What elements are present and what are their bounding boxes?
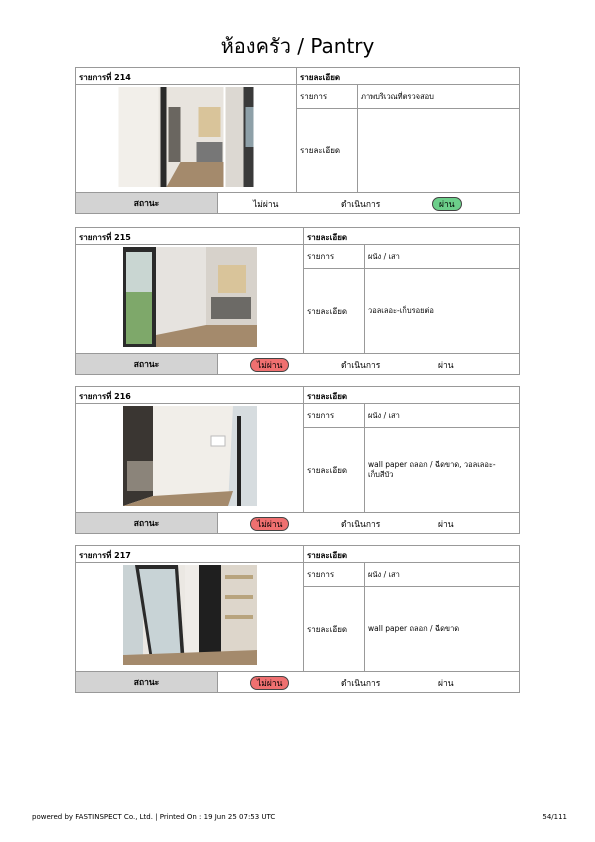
status-row bbox=[75, 353, 520, 375]
inspection-item-217 bbox=[75, 545, 520, 693]
item-key: รายการ bbox=[304, 404, 365, 427]
detail-key: รายละเอียด bbox=[304, 428, 365, 512]
status-pass-option[interactable] bbox=[438, 672, 454, 694]
item-value: ผนัง / เสา bbox=[368, 410, 400, 420]
detail-header: รายละเอียด bbox=[307, 551, 348, 560]
item-key: รายการ bbox=[304, 245, 365, 268]
item-key: รายการ bbox=[297, 85, 358, 108]
detail-header: รายละเอียด bbox=[307, 392, 348, 401]
photo-cell bbox=[76, 245, 304, 353]
status-in-progress-option[interactable] bbox=[341, 672, 380, 694]
inspection-photo[interactable] bbox=[226, 87, 254, 187]
status-label: สถานะ bbox=[76, 193, 218, 213]
detail-header: รายละเอียด bbox=[307, 233, 348, 242]
status-label: สถานะ bbox=[76, 513, 218, 533]
photo-cell bbox=[76, 404, 304, 512]
fail-badge: ไม่ผ่าน bbox=[250, 358, 289, 372]
inspection-photo[interactable] bbox=[119, 87, 224, 187]
status-in-progress-option[interactable] bbox=[341, 513, 380, 535]
pass-text: ผ่าน bbox=[438, 361, 454, 371]
fail-badge: ไม่ผ่าน bbox=[250, 517, 289, 531]
inspection-item-216 bbox=[75, 386, 520, 534]
in-progress-text: ดำเนินการ bbox=[341, 200, 381, 210]
footer-credit: powered by FASTINSPECT Co., Ltd. | Printed On : 19 Jun 25 07:53 UTC bbox=[32, 813, 276, 821]
pass-text: ผ่าน bbox=[438, 679, 454, 689]
status-label: สถานะ bbox=[76, 354, 218, 374]
in-progress-text: ดำเนินการ bbox=[341, 520, 381, 530]
status-pass-option[interactable] bbox=[438, 354, 454, 376]
detail-key: รายละเอียด bbox=[297, 109, 358, 192]
status-row bbox=[75, 192, 520, 214]
photo-cell bbox=[76, 563, 304, 671]
inspection-photo[interactable] bbox=[123, 247, 257, 347]
item-value: ภาพบริเวณที่ตรวจสอบ bbox=[361, 91, 434, 101]
fail-text: ไม่ผ่าน bbox=[253, 200, 279, 210]
inspection-item-214 bbox=[75, 67, 520, 214]
inspection-photo[interactable] bbox=[123, 406, 257, 506]
item-value: ผนัง / เสา bbox=[368, 251, 400, 261]
status-pass-option[interactable] bbox=[432, 193, 462, 215]
status-fail-option[interactable] bbox=[250, 513, 289, 535]
detail-value: wall paper ถลอก / ฉีดขาด bbox=[368, 624, 460, 633]
status-fail-option[interactable] bbox=[253, 193, 278, 215]
item-header: รายการที่ 215 bbox=[76, 228, 304, 244]
item-value: ผนัง / เสา bbox=[368, 569, 400, 579]
detail-value: วอลเลอะ-เก็บรอยต่อ bbox=[368, 306, 434, 315]
status-in-progress-option[interactable] bbox=[341, 193, 380, 215]
fail-badge: ไม่ผ่าน bbox=[250, 676, 289, 690]
item-key: รายการ bbox=[304, 563, 365, 586]
status-in-progress-option[interactable] bbox=[341, 354, 380, 376]
photo-cell bbox=[76, 85, 297, 192]
item-header: รายการที่ 214 bbox=[76, 68, 297, 84]
status-label: สถานะ bbox=[76, 672, 218, 692]
detail-key: รายละเอียด bbox=[304, 269, 365, 353]
page-number: 54/111 bbox=[542, 813, 567, 821]
detail-value bbox=[358, 109, 519, 192]
detail-key: รายละเอียด bbox=[304, 587, 365, 671]
in-progress-text: ดำเนินการ bbox=[341, 361, 381, 371]
pass-text: ผ่าน bbox=[438, 520, 454, 530]
inspection-photo[interactable] bbox=[123, 565, 257, 665]
in-progress-text: ดำเนินการ bbox=[341, 679, 381, 689]
page-title: ห้องครัว / Pantry bbox=[220, 34, 375, 58]
detail-header: รายละเอียด bbox=[300, 73, 341, 82]
detail-value: wall paper ถลอก / ฉีดขาด, วอลเลอะ-เก็บสีบัว bbox=[368, 460, 496, 479]
inspection-item-215 bbox=[75, 227, 520, 375]
pass-badge: ผ่าน bbox=[432, 197, 462, 211]
item-header: รายการที่ 216 bbox=[76, 387, 304, 403]
status-fail-option[interactable] bbox=[250, 354, 289, 376]
status-row bbox=[75, 671, 520, 693]
status-pass-option[interactable] bbox=[438, 513, 454, 535]
item-header: รายการที่ 217 bbox=[76, 546, 304, 562]
status-fail-option[interactable] bbox=[250, 672, 289, 694]
status-row bbox=[75, 512, 520, 534]
